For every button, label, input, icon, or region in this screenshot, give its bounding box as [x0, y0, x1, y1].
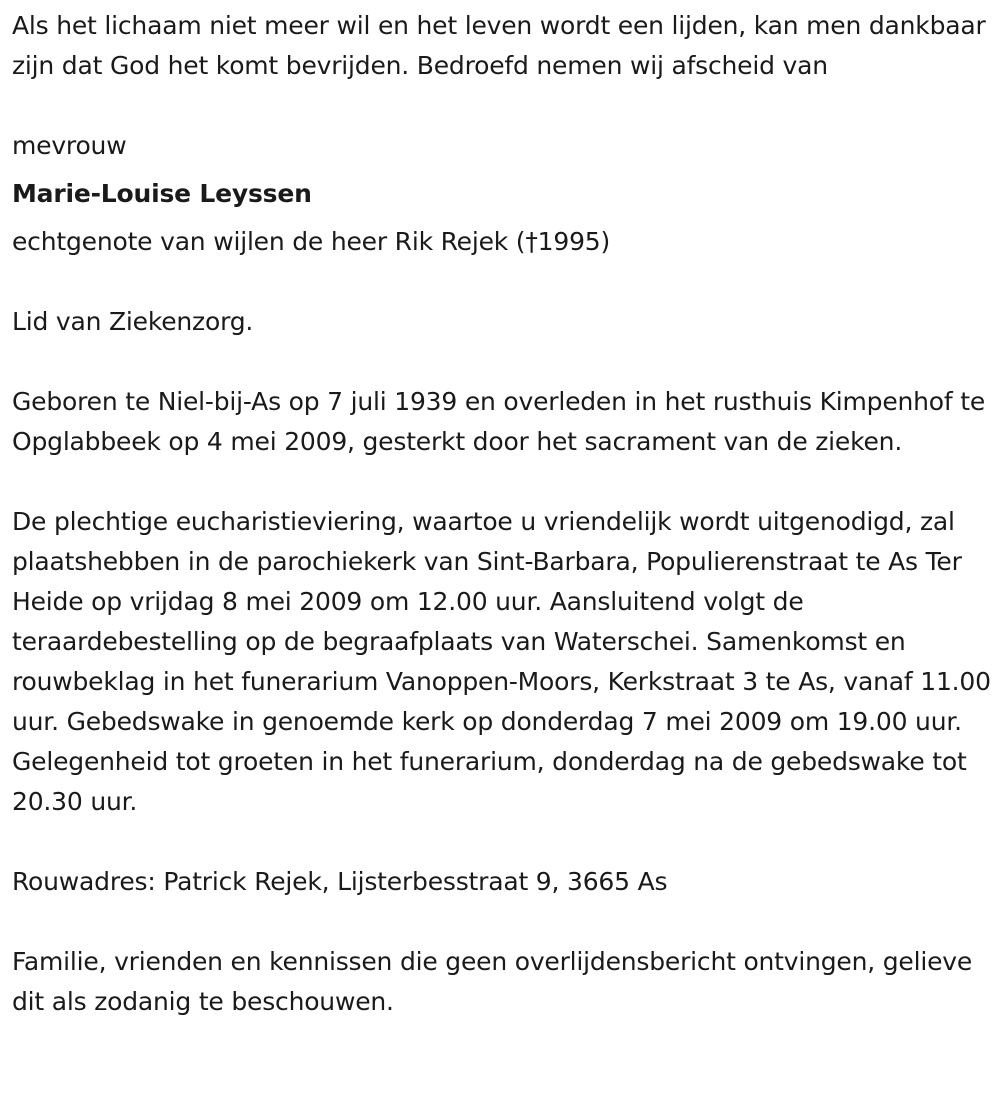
- spacer: [12, 86, 992, 126]
- deceased-name: Marie-Louise Leyssen: [12, 179, 312, 208]
- spacer: [12, 902, 992, 942]
- membership-text: Lid van Ziekenzorg.: [12, 307, 254, 336]
- spacer: [12, 262, 992, 302]
- spacer: [12, 822, 992, 862]
- spacer: [12, 342, 992, 382]
- closing-text: Familie, vrienden en kennissen die geen overlijdensbericht ontvingen, gelieve dit als zodanig te beschouwen.: [12, 947, 973, 1016]
- opening-text: Als het lichaam niet meer wil en het leven wordt een lijden, kan men dankbaar zijn dat God het komt bevrijden. Bedroefd nemen wij afscheid van: [12, 11, 986, 80]
- birth-death-text: Geboren te Niel-bij-As op 7 juli 1939 en overleden in het rusthuis Kimpenhof te Opglabbeek op 4 mei 2009, gesterkt door het sacrament van de zieken.: [12, 387, 986, 456]
- obituary-notice: [12, 6, 992, 1022]
- spacer: [12, 462, 992, 502]
- spouse-text: echtgenote van wijlen de heer Rik Rejek (†1995): [12, 227, 611, 256]
- ceremony-text: De plechtige eucharistieviering, waartoe u vriendelijk wordt uitgenodigd, zal plaatshebben in de parochiekerk van Sint-Barbara, Populierenstraat te As Ter Heide op vrijdag 8 mei 2009 om 12.00 uur. Aansluitend volgt de teraardebestelling op de begraafplaats van Waterschei. Samenkomst en rouwbeklag in het funerarium Vanoppen-Moors, Kerkstraat 3 te As, vanaf 11.00 uur. Gebedswake in genoemde kerk op donderdag 7 mei 2009 om 19.00 uur. Gelegenheid tot groeten in het funerarium, donderdag na de gebedswake tot 20.30 uur.: [12, 507, 991, 816]
- address-text: Rouwadres: Patrick Rejek, Lijsterbesstraat 9, 3665 As: [12, 867, 668, 896]
- title-text: mevrouw: [12, 131, 127, 160]
